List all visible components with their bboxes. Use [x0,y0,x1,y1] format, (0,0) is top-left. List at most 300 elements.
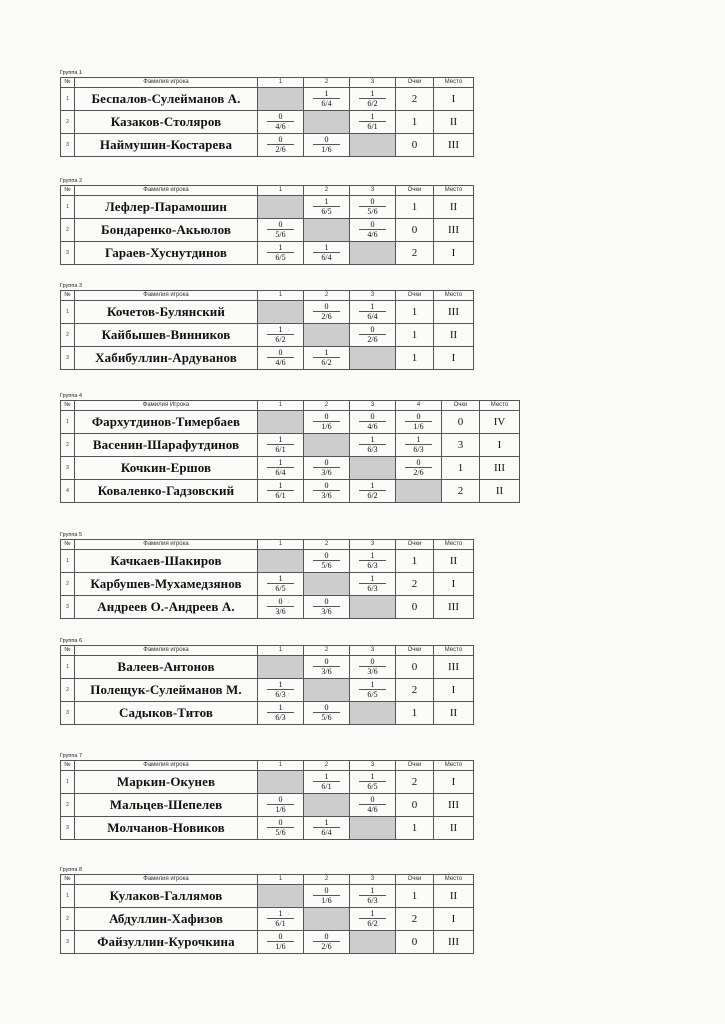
player-name: Карбушев-Мухамедзянов [75,573,258,596]
player-place: II [434,196,474,219]
match-score: 0 [267,819,294,828]
match-score: 0 [313,933,340,942]
header-opponent-3: 3 [350,401,396,411]
result-cell [258,347,304,370]
header-name: Фамилия игрока [75,291,258,301]
match-score: 1 [405,436,432,445]
player-name: Валеев-Антонов [75,656,258,679]
header-opponent-1: 1 [258,291,304,301]
game-score: 4/6 [367,804,378,814]
header-points: Очки [396,186,434,196]
result-cell [350,794,396,817]
player-name: Хабибуллин-Ардуванов [75,347,258,370]
player-number: 2 [61,111,75,134]
header-opponent-2: 2 [304,540,350,550]
player-points: 2 [396,242,434,265]
result-cell [350,573,396,596]
match-score: 1 [267,436,294,445]
player-points: 2 [442,480,480,503]
match-score: 1 [359,773,386,782]
header-opponent-3: 3 [350,646,396,656]
player-row [61,480,520,503]
header-row [61,875,474,885]
result-cell [350,434,396,457]
player-number: 1 [61,88,75,111]
match-score: 1 [313,90,340,99]
player-row [61,347,474,370]
header-place: Место [434,540,474,550]
match-score: 1 [359,303,386,312]
player-row [61,550,474,573]
game-score: 5/6 [275,827,286,837]
game-score: 6/5 [275,252,286,262]
player-points: 1 [396,702,434,725]
game-score: 6/1 [321,781,332,791]
player-number: 1 [61,656,75,679]
game-score: 6/4 [321,98,332,108]
player-place: II [434,702,474,725]
game-score: 6/3 [367,895,378,905]
match-score: 0 [405,459,432,468]
header-points: Очки [396,875,434,885]
result-cell [396,434,442,457]
player-points: 1 [396,196,434,219]
header-no: № [61,78,75,88]
match-score: 0 [313,136,340,145]
player-row [61,702,474,725]
match-score: 0 [313,303,340,312]
player-place: I [480,434,520,457]
game-score: 6/2 [367,918,378,928]
match-score: 1 [267,704,294,713]
game-score: 4/6 [367,229,378,239]
self-cell [350,817,396,840]
group-title: Группа 6 [60,638,83,644]
self-cell [350,931,396,954]
player-points: 0 [396,596,434,619]
player-name: Маркин-Окунев [75,771,258,794]
group-2 [60,178,474,265]
player-place: II [480,480,520,503]
result-cell [304,931,350,954]
match-score: 1 [267,326,294,335]
result-cell [304,702,350,725]
group-title: Группа 8 [60,867,83,873]
result-cell [350,219,396,242]
self-cell [258,301,304,324]
game-score: 5/6 [275,229,286,239]
self-cell [304,434,350,457]
header-opponent-2: 2 [304,78,350,88]
header-opponent-3: 3 [350,186,396,196]
result-cell [350,656,396,679]
match-score: 0 [313,459,340,468]
header-points: Очки [396,646,434,656]
player-number: 2 [61,908,75,931]
player-place: I [434,908,474,931]
header-opponent-3: 3 [350,875,396,885]
header-name: Фамилия игрока [75,540,258,550]
game-score: 6/5 [367,689,378,699]
match-score: 0 [359,326,386,335]
game-score: 6/3 [367,560,378,570]
result-cell [350,301,396,324]
result-cell [304,196,350,219]
player-points: 1 [396,817,434,840]
self-cell [350,457,396,480]
player-name: Кайбышев-Винников [75,324,258,347]
player-place: III [434,794,474,817]
game-score: 3/6 [367,666,378,676]
game-score: 6/2 [367,98,378,108]
header-opponent-2: 2 [304,401,350,411]
game-score: 5/6 [367,206,378,216]
header-opponent-1: 1 [258,761,304,771]
player-points: 0 [396,134,434,157]
header-opponent-2: 2 [304,646,350,656]
player-place: I [434,771,474,794]
header-place: Место [434,761,474,771]
game-score: 6/4 [321,252,332,262]
player-place: II [434,324,474,347]
header-points: Очки [396,540,434,550]
header-points: Очки [396,78,434,88]
self-cell [304,908,350,931]
group-8 [60,867,474,954]
header-opponent-2: 2 [304,291,350,301]
self-cell [258,411,304,434]
player-name: Лефлер-Парамошин [75,196,258,219]
match-score: 0 [313,552,340,561]
header-name: Фамилия игрока [75,761,258,771]
player-number: 2 [61,794,75,817]
player-name: Васенин-Шарафутдинов [75,434,258,457]
header-opponent-3: 3 [350,761,396,771]
result-cell [258,817,304,840]
self-cell [304,324,350,347]
game-score: 6/2 [275,334,286,344]
player-number: 3 [61,596,75,619]
game-score: 5/6 [321,712,332,722]
self-cell [350,134,396,157]
result-cell [258,242,304,265]
result-cell [304,242,350,265]
player-row [61,908,474,931]
player-place: I [434,88,474,111]
result-cell [304,771,350,794]
player-row [61,301,474,324]
game-score: 6/2 [321,357,332,367]
player-row [61,134,474,157]
header-points: Очки [442,401,480,411]
result-cell [258,679,304,702]
result-cell [304,88,350,111]
header-name: Фамилия Игрока [75,401,258,411]
match-score: 1 [313,349,340,358]
match-score: 0 [313,658,340,667]
player-place: III [480,457,520,480]
player-name: Гараев-Хуснутдинов [75,242,258,265]
player-name: Садыков-Титов [75,702,258,725]
result-cell [258,480,304,503]
game-score: 3/6 [321,467,332,477]
self-cell [304,794,350,817]
game-score: 4/6 [275,121,286,131]
player-number: 2 [61,679,75,702]
player-row [61,885,474,908]
game-score: 5/6 [321,560,332,570]
player-number: 1 [61,411,75,434]
header-place: Место [434,875,474,885]
player-place: III [434,219,474,242]
header-no: № [61,875,75,885]
player-row [61,196,474,219]
game-score: 6/3 [275,689,286,699]
result-cell [350,771,396,794]
result-cell [350,324,396,347]
match-score: 1 [267,910,294,919]
header-no: № [61,186,75,196]
match-score: 0 [267,598,294,607]
match-score: 0 [359,413,386,422]
self-cell [258,656,304,679]
game-score: 6/4 [321,827,332,837]
header-opponent-1: 1 [258,78,304,88]
player-place: II [434,550,474,573]
player-number: 3 [61,931,75,954]
result-cell [258,794,304,817]
group-table [60,760,474,840]
header-no: № [61,761,75,771]
player-name: Бондаренко-Акьюлов [75,219,258,242]
game-score: 4/6 [275,357,286,367]
match-score: 1 [359,887,386,896]
player-row [61,324,474,347]
player-number: 1 [61,771,75,794]
game-score: 4/6 [367,421,378,431]
result-cell [304,596,350,619]
match-score: 0 [359,658,386,667]
result-cell [350,480,396,503]
header-opponent-1: 1 [258,401,304,411]
self-cell [396,480,442,503]
header-row [61,291,474,301]
player-row [61,771,474,794]
player-row [61,88,474,111]
match-score: 1 [359,910,386,919]
group-table [60,290,474,370]
match-score: 1 [313,773,340,782]
player-number: 1 [61,196,75,219]
header-row [61,401,520,411]
player-number: 3 [61,817,75,840]
header-opponent-2: 2 [304,761,350,771]
player-number: 3 [61,702,75,725]
self-cell [304,573,350,596]
header-opponent-2: 2 [304,186,350,196]
player-points: 1 [396,324,434,347]
game-score: 6/3 [367,444,378,454]
match-score: 0 [313,887,340,896]
game-score: 1/6 [275,941,286,951]
player-points: 0 [396,219,434,242]
game-score: 1/6 [321,895,332,905]
group-6 [60,638,474,725]
player-points: 2 [396,573,434,596]
match-score: 0 [267,349,294,358]
self-cell [304,679,350,702]
group-5 [60,532,474,619]
game-score: 6/5 [321,206,332,216]
game-score: 6/2 [367,490,378,500]
result-cell [304,817,350,840]
match-score: 0 [313,482,340,491]
player-row [61,457,520,480]
player-place: II [434,817,474,840]
player-row [61,679,474,702]
header-row [61,186,474,196]
header-opponent-1: 1 [258,540,304,550]
group-7 [60,753,474,840]
game-score: 2/6 [413,467,424,477]
player-points: 0 [396,931,434,954]
player-number: 2 [61,219,75,242]
player-number: 4 [61,480,75,503]
result-cell [258,457,304,480]
player-row [61,573,474,596]
player-row [61,434,520,457]
player-row [61,656,474,679]
match-score: 0 [313,598,340,607]
player-number: 3 [61,134,75,157]
player-place: I [434,242,474,265]
self-cell [258,550,304,573]
header-opponent-4: 4 [396,401,442,411]
header-place: Место [434,291,474,301]
self-cell [350,242,396,265]
result-cell [304,301,350,324]
player-points: 0 [396,794,434,817]
result-cell [258,573,304,596]
match-score: 0 [359,198,386,207]
header-points: Очки [396,291,434,301]
game-score: 6/5 [367,781,378,791]
result-cell [396,457,442,480]
self-cell [258,771,304,794]
player-points: 1 [396,550,434,573]
player-number: 3 [61,242,75,265]
self-cell [350,596,396,619]
player-row [61,242,474,265]
result-cell [350,679,396,702]
match-score: 1 [267,482,294,491]
header-no: № [61,540,75,550]
match-score: 1 [313,198,340,207]
header-opponent-3: 3 [350,540,396,550]
header-place: Место [434,646,474,656]
game-score: 2/6 [275,144,286,154]
result-cell [258,596,304,619]
player-number: 1 [61,550,75,573]
match-score: 0 [267,136,294,145]
header-name: Фамилия игрока [75,875,258,885]
match-score: 1 [359,552,386,561]
result-cell [350,411,396,434]
game-score: 2/6 [367,334,378,344]
header-opponent-3: 3 [350,78,396,88]
player-place: II [434,885,474,908]
player-name: Файзуллин-Курочкина [75,931,258,954]
player-points: 1 [442,457,480,480]
group-3 [60,283,474,370]
player-points: 0 [396,656,434,679]
player-name: Кочкин-Ершов [75,457,258,480]
self-cell [304,111,350,134]
group-table [60,874,474,954]
header-row [61,540,474,550]
match-score: 0 [313,704,340,713]
player-place: III [434,134,474,157]
result-cell [258,908,304,931]
game-score: 6/1 [275,918,286,928]
player-number: 3 [61,347,75,370]
player-place: III [434,931,474,954]
result-cell [258,702,304,725]
player-row [61,794,474,817]
match-score: 1 [359,482,386,491]
group-title: Группа 7 [60,753,83,759]
player-name: Беспалов-Сулейманов А. [75,88,258,111]
match-score: 0 [405,413,432,422]
result-cell [258,434,304,457]
game-score: 1/6 [321,144,332,154]
player-name: Казаков-Столяров [75,111,258,134]
result-cell [258,324,304,347]
game-score: 6/1 [367,121,378,131]
header-name: Фамилия игрока [75,78,258,88]
group-1 [60,70,474,157]
match-score: 0 [267,933,294,942]
match-score: 1 [313,244,340,253]
result-cell [396,411,442,434]
game-score: 3/6 [321,490,332,500]
result-cell [304,457,350,480]
player-points: 2 [396,88,434,111]
match-score: 1 [313,819,340,828]
header-no: № [61,291,75,301]
game-score: 2/6 [321,941,332,951]
self-cell [258,885,304,908]
player-name: Абдуллин-Хафизов [75,908,258,931]
result-cell [350,111,396,134]
player-number: 1 [61,301,75,324]
match-score: 0 [267,221,294,230]
player-row [61,411,520,434]
self-cell [350,347,396,370]
group-title: Группа 4 [60,393,83,399]
header-name: Фамилия игрока [75,646,258,656]
match-score: 1 [359,113,386,122]
game-score: 1/6 [321,421,332,431]
player-place: I [434,347,474,370]
player-points: 1 [396,347,434,370]
result-cell [304,885,350,908]
player-row [61,219,474,242]
player-points: 1 [396,301,434,324]
header-row [61,761,474,771]
player-place: III [434,656,474,679]
self-cell [258,196,304,219]
